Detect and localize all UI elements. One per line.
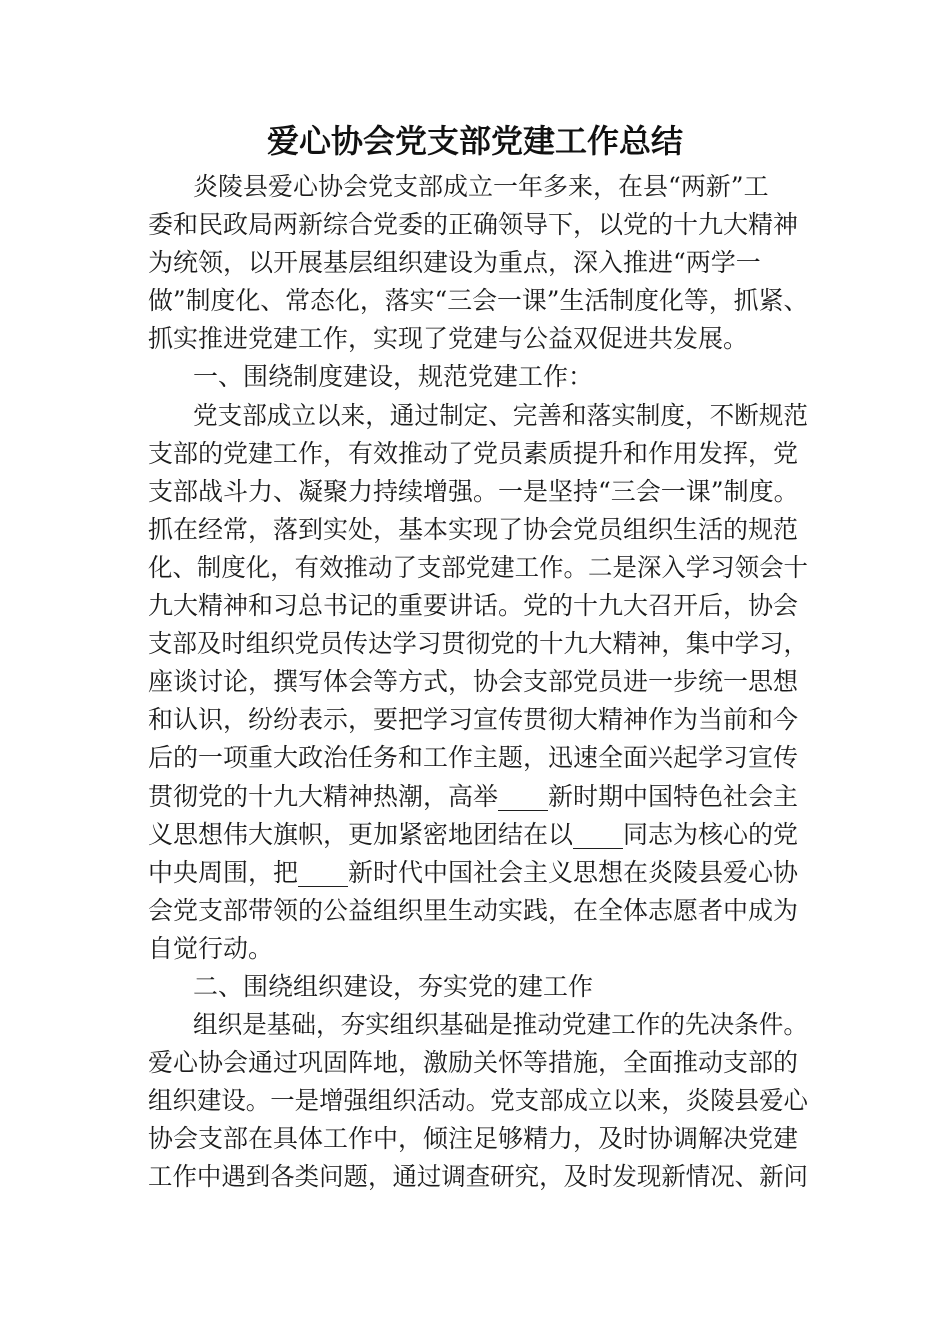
body-text-line: 贯彻党的十九大精神热潮，高举____新时期中国特色社会主 [148,781,799,811]
body-text-line: 支部的党建工作，有效推动了党员素质提升和作用发挥，党 [148,438,799,468]
body-text-line: 炎陵县爱心协会党支部成立一年多来，在县“两新”工 [193,172,769,201]
body-text-line: 后的一项重大政治任务和工作主题，迅速全面兴起学习宣传 [148,743,799,773]
body-text-line: 爱心协会通过巩固阵地，激励关怀等措施，全面推动支部的 [148,1048,799,1078]
body-text-line: 党支部成立以来，通过制定、完善和落实制度，不断规范 [193,400,808,430]
document-body [148,168,808,1197]
body-text-line: 义思想伟大旗帜，更加紧密地团结在以____同志为核心的党 [148,819,799,849]
body-text-line: 自觉行动。 [148,933,274,963]
body-text-line: 组织建设。一是增强组织活动。党支部成立以来，炎陵县爱心 [148,1086,808,1116]
body-text-line: 为统领，以开展基层组织建设为重点，深入推进“两学一 [148,248,761,278]
body-text-line: 抓实推进党建工作，实现了党建与公益双促进共发展。 [148,324,749,354]
document-title: 爱心协会党支部党建工作总结 [266,122,683,160]
body-text-line: 支部战斗力、凝聚力持续增强。一是坚持“三会一课”制度。 [148,476,799,506]
body-text-line: 组织是基础，夯实组织基础是推动党建工作的先决条件。 [193,1010,808,1040]
body-text-line: 九大精神和习总书记的重要讲话。党的十九大召开后，协会 [148,591,799,621]
body-text-line: 二、围绕组织建设，夯实党的建工作 [193,971,594,1001]
body-text-line: 抓在经常，落到实处，基本实现了协会党员组织生活的规范 [148,514,799,544]
body-text-line: 支部及时组织党员传达学习贯彻党的十九大精神，集中学习， [148,629,808,659]
body-text-line: 做”制度化、常态化，落实“三会一课”生活制度化等，抓紧、 [148,286,808,316]
body-text-line: 会党支部带领的公益组织里生动实践，在全体志愿者中成为 [148,895,799,925]
body-text-line: 座谈讨论，撰写体会等方式，协会支部党员进一步统一思想 [148,667,799,697]
body-text-line: 一、围绕制度建设，规范党建工作： [193,362,594,392]
body-text-line: 中央周围，把____新时代中国社会主义思想在炎陵县爱心协 [148,857,799,887]
body-text-line: 化、制度化，有效推动了支部党建工作。二是深入学习领会十 [148,552,808,582]
body-text-line: 协会支部在具体工作中，倾注足够精力，及时协调解决党建 [148,1124,799,1154]
body-text-line: 工作中遇到各类问题，通过调查研究，及时发现新情况、新问 [148,1162,808,1192]
body-text-line: 委和民政局两新综合党委的正确领导下，以党的十九大精神 [148,210,799,240]
body-text-line: 和认识，纷纷表示，要把学习宣传贯彻大精神作为当前和今 [148,705,799,735]
